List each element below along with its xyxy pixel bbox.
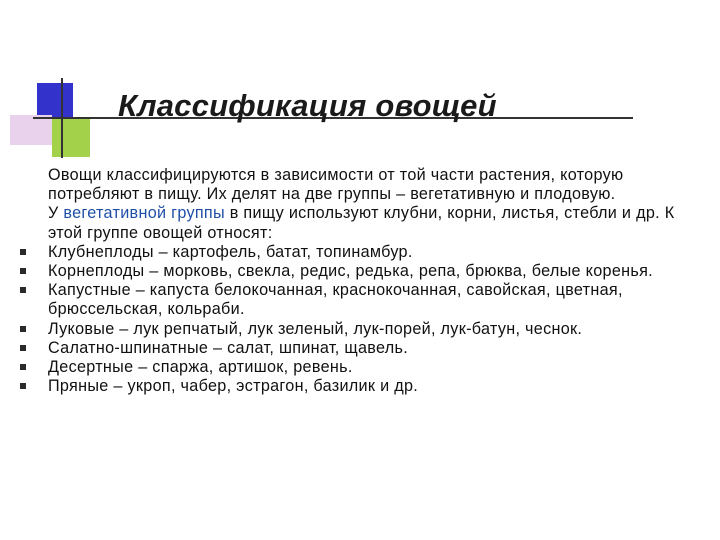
decor-square-pink <box>10 115 52 145</box>
vegetative-group-highlight: вегетативной группы <box>63 204 225 223</box>
list-item-text: Клубнеплоды – картофель, батат, топинамбур. <box>48 242 413 261</box>
slide-content <box>48 166 708 396</box>
decor-square-blue <box>37 83 73 117</box>
bullet-square-icon <box>20 287 26 293</box>
list-item-text: Капустные – капуста белокочанная, краснокочанная, савойская, цветная, брюссельская, кольраби. <box>48 281 623 319</box>
list-item <box>48 377 708 396</box>
list-item-text: Салатно-шпинатные – салат, шпинат, щавель. <box>48 338 409 357</box>
list-item-text: Пряные – укроп, чабер, эстрагон, базилик и др. <box>48 377 419 396</box>
slide-title: Классификация овощей <box>118 88 497 123</box>
bullet-square-icon <box>20 268 26 274</box>
intro-line-2-suffix: в пищу используют клубни, корни, листья, стебли и др. К этой группе овощей относят: <box>48 204 675 242</box>
list-item <box>48 358 708 377</box>
bullet-square-icon <box>20 364 26 370</box>
list-item-text: Десертные – спаржа, артишок, ревень. <box>48 358 353 377</box>
list-item <box>48 262 708 281</box>
intro-line-2 <box>48 204 708 242</box>
list-item <box>48 339 708 358</box>
intro-text <box>48 166 708 243</box>
bullet-square-icon <box>20 345 26 351</box>
list-item <box>48 320 708 339</box>
list-item-text: Корнеплоды – морковь, свекла, редис, редька, репа, брюква, белые коренья. <box>48 262 653 281</box>
list-item <box>48 281 708 319</box>
bullet-square-icon <box>20 326 26 332</box>
bullet-square-icon <box>20 383 26 389</box>
decor-square-green <box>52 119 90 157</box>
vegetable-groups-list <box>48 243 708 397</box>
list-item <box>48 243 708 262</box>
intro-paragraph: Овощи классифицируются в зависимости от той части растения, которую потребляют в пищу. Их делят на две группы – вегетативную и плодовую. <box>48 166 624 204</box>
list-item-text: Луковые – лук репчатый, лук зеленый, лук-порей, лук-батун, чеснок. <box>48 319 583 338</box>
bullet-square-icon <box>20 249 26 255</box>
intro-line-2-prefix: У <box>48 204 64 223</box>
